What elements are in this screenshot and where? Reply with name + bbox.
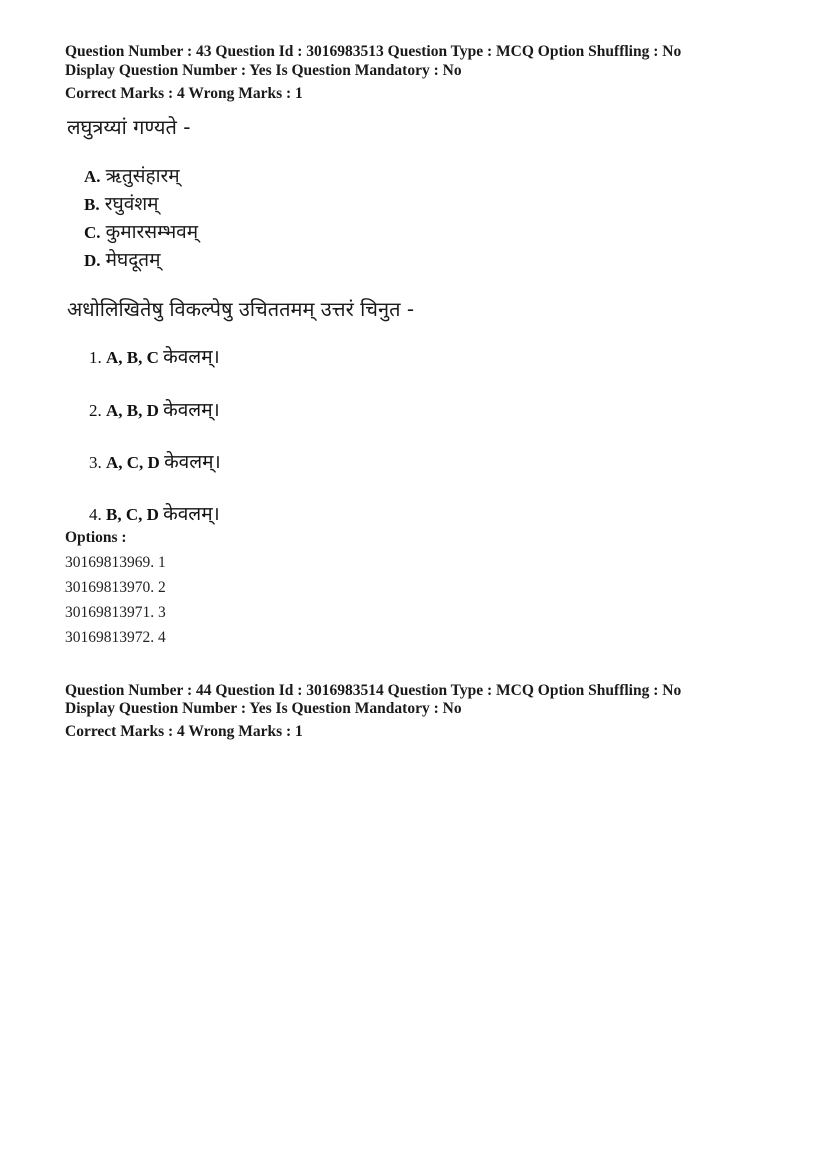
q44-header-line2: Display Question Number : Yes Is Question Mandatory : No [65, 700, 462, 717]
q43-instruction: अधोलिखितेषु विकल्पेषु उचिततमम् उत्तरं चिनुत - [67, 297, 415, 321]
choice-number: 3. [89, 453, 102, 472]
choice-letters: B, C, D [106, 505, 159, 524]
item-text: ऋतुसंहारम् [105, 165, 180, 187]
choice-letters: A, B, C [106, 348, 159, 367]
q43-choice-4 [89, 500, 220, 526]
q43-header-line1: Question Number : 43 Question Id : 3016983513 Question Type : MCQ Option Shuffling : No [65, 43, 682, 60]
item-text: रघुवंशम् [104, 193, 159, 215]
choice-number: 4. [89, 505, 102, 524]
q43-option-id-2: 30169813970. 2 [65, 579, 166, 596]
q43-option-id-3: 30169813971. 3 [65, 604, 166, 621]
choice-text: केवलम्। [163, 503, 220, 525]
q43-option-id-4: 30169813972. 4 [65, 629, 166, 646]
q43-choice-2 [89, 396, 220, 422]
q43-item-b [84, 190, 159, 216]
choice-text: केवलम्। [163, 346, 220, 368]
q44-header-line1: Question Number : 44 Question Id : 3016983514 Question Type : MCQ Option Shuffling : No [65, 682, 682, 699]
item-text: मेघदूतम् [105, 249, 161, 271]
item-letter: B. [84, 195, 100, 214]
q43-option-id-1: 30169813969. 1 [65, 554, 166, 571]
choice-number: 1. [89, 348, 102, 367]
choice-letters: A, B, D [106, 401, 159, 420]
q43-choice-1 [89, 343, 220, 369]
q43-item-d [84, 246, 161, 272]
q44-marks-line: Correct Marks : 4 Wrong Marks : 1 [65, 723, 303, 740]
q43-choice-3 [89, 448, 221, 474]
choice-text: केवलम्। [163, 399, 220, 421]
item-letter: A. [84, 167, 101, 186]
item-text: कुमारसम्भवम् [105, 221, 199, 243]
q43-header-line2: Display Question Number : Yes Is Question Mandatory : No [65, 62, 462, 79]
item-letter: C. [84, 223, 101, 242]
q43-marks-line: Correct Marks : 4 Wrong Marks : 1 [65, 85, 303, 102]
choice-number: 2. [89, 401, 102, 420]
q43-question-text: लघुत्रय्यां गण्यते - [67, 115, 191, 139]
q43-item-c [84, 218, 198, 244]
q43-item-a [84, 162, 180, 188]
choice-letters: A, C, D [106, 453, 160, 472]
item-letter: D. [84, 251, 101, 270]
choice-text: केवलम्। [164, 451, 221, 473]
q43-options-label: Options : [65, 529, 127, 546]
